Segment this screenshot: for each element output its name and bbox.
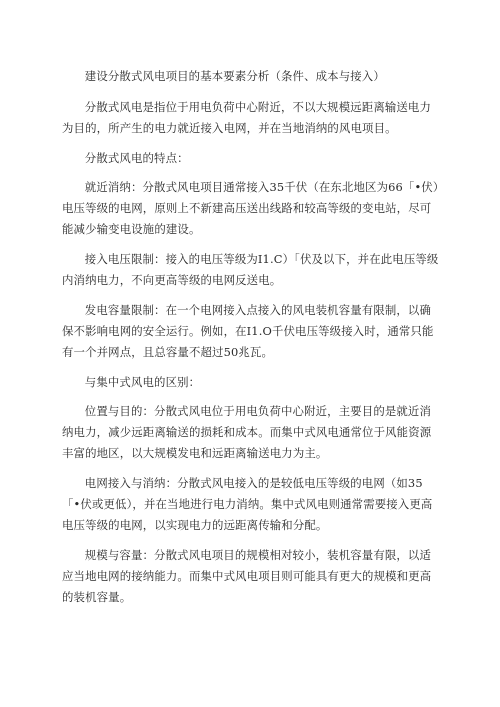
paragraph-scale-capacity: 规模与容量：分散式风电项目的规模相对较小，装机容量有限，以适应当地电网的接纳能力。而集中式风电项目则可能具有更大的规模和更高的装机容量。 <box>62 548 432 604</box>
document-title: 建设分散式风电项目的基本要素分析（条件、成本与接入） <box>84 69 385 83</box>
paragraph-voltage-limit: 接入电压限制：接入的电压等级为I1.C）「伏及以下，并在此电压等级内消纳电力，不向更高等级的电网反送电。 <box>62 252 439 287</box>
paragraph-grid-connection: 电网接入与消纳：分散式风电接入的是较低电压等级的电网（如35「•伏或更低），并在当地进行电力消纳。集中式风电则通常需要接入更高电压等级的电网，以实现电力的远距离传输和分配。 <box>62 476 433 532</box>
paragraph-local-consumption: 就近消纳：分散式风电项目通常接入35千伏（在东北地区为66「•伏）电压等级的电网，原则上不新建高压送出线路和较高等级的变电站，尽可能减少输变电设施的建设。 <box>62 180 439 236</box>
paragraph-location-purpose: 位置与目的：分散式风电位于用电负荷中心附近，主要目的是就近消纳电力，减少远距离输送的损耗和成本。而集中式风电通常位于风能资源丰富的地区，以大规模发电和远距离输送电力为主。 <box>62 404 432 460</box>
document-body <box>62 66 440 617</box>
paragraph-definition: 分散式风电是指位于用电负荷中心附近，不以大规模远距离输送电力为目的，所产生的电力就近接入电网，并在当地消纳的风电项目。 <box>62 100 432 135</box>
section-heading-differences: 与集中式风电的区别： <box>84 375 201 389</box>
paragraph-capacity-limit: 发电容量限制：在一个电网接入点接入的风电装机容量有限制，以确保不影响电网的安全运行。例如，在I1.O千伏电压等级接入时，通常只能有一个并网点，且总容量不超过50兆瓦。 <box>62 303 434 359</box>
section-heading-features: 分散式风电的特点： <box>84 151 189 165</box>
